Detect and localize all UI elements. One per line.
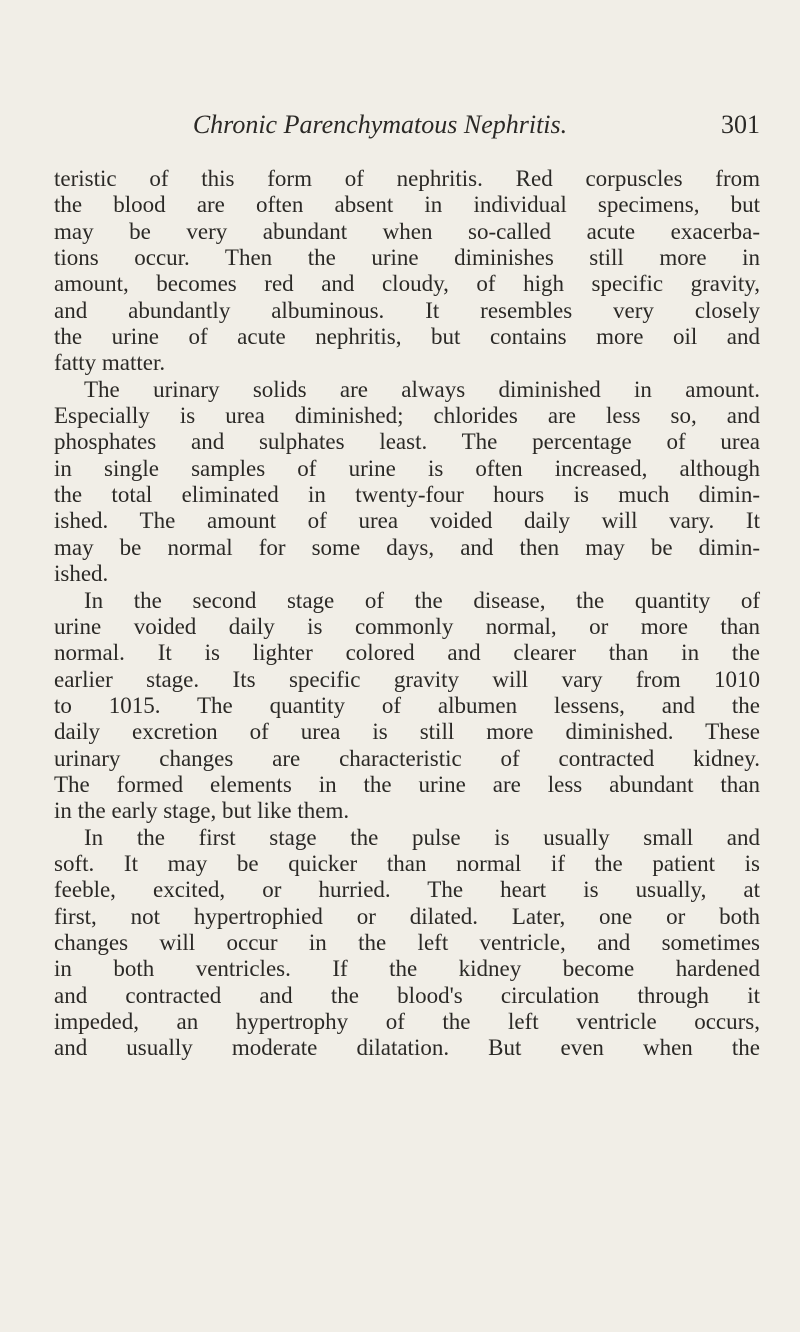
text-line: may be very abundant when so-called acute exacerba- bbox=[54, 218, 760, 244]
running-head bbox=[150, 107, 760, 147]
text-line: may be normal for some days, and then may be dimin- bbox=[54, 534, 760, 560]
text-line: The formed elements in the urine are less abundant than bbox=[54, 771, 760, 797]
text-line: the total eliminated in twenty-four hours is much dimin- bbox=[54, 482, 760, 508]
text-line: in single samples of urine is often increased, although bbox=[54, 455, 760, 481]
text-line: to 1015. The quantity of albumen lessens, and the bbox=[54, 692, 760, 718]
body-text bbox=[54, 166, 760, 1062]
text-line: soft. It may be quicker than normal if the patient is bbox=[54, 850, 760, 876]
text-line: teristic of this form of nephritis. Red corpuscles from bbox=[54, 166, 760, 191]
text-line: the urine of acute nephritis, but contains more oil and bbox=[54, 324, 760, 350]
text-line: the blood are often absent in individual specimens, but bbox=[54, 192, 760, 218]
text-line: in the early stage, but like them. bbox=[54, 798, 350, 824]
text-line: In the first stage the pulse is usually small and bbox=[84, 824, 760, 850]
text-line: In the second stage of the disease, the quantity of bbox=[84, 587, 760, 613]
text-line: Especially is urea diminished; chlorides are less so, and bbox=[54, 403, 760, 429]
text-line: fatty matter. bbox=[54, 350, 166, 376]
running-title: Chronic Parenchymatous Nephritis. bbox=[192, 110, 568, 139]
text-line: impeded, an hypertrophy of the left ventricle occurs, bbox=[54, 1009, 760, 1034]
text-line: The urinary solids are always diminished in amount. bbox=[84, 376, 760, 402]
text-line: and abundantly albuminous. It resembles very closely bbox=[54, 297, 760, 323]
text-line: feeble, excited, or hurried. The heart is usually, at bbox=[54, 877, 760, 903]
text-line: daily excretion of urea is still more diminished. These bbox=[54, 719, 760, 745]
text-line: urinary changes are characteristic of contracted kidney. bbox=[54, 745, 760, 771]
text-line: urine voided daily is commonly normal, or more than bbox=[54, 613, 760, 639]
text-line: ished. The amount of urea voided daily will vary. It bbox=[54, 508, 760, 534]
text-line: earlier stage. Its specific gravity will vary from 1010 bbox=[54, 666, 760, 692]
text-line: changes will occur in the left ventricle, and sometimes bbox=[54, 929, 760, 955]
text-line: and usually moderate dilatation. But even when the bbox=[54, 1035, 760, 1061]
text-line: first, not hypertrophied or dilated. Later, one or both bbox=[54, 903, 760, 929]
text-line: amount, becomes red and cloudy, of high specific gravity, bbox=[54, 271, 760, 297]
text-line: normal. It is lighter colored and clearer than in the bbox=[54, 640, 760, 666]
text-line: in both ventricles. If the kidney become hardened bbox=[54, 956, 760, 982]
text-line: tions occur. Then the urine diminishes still more in bbox=[54, 245, 760, 271]
text-line: and contracted and the blood's circulation through it bbox=[54, 982, 760, 1008]
text-line: phosphates and sulphates least. The percentage of urea bbox=[54, 429, 760, 455]
page-number: 301 bbox=[721, 110, 760, 139]
text-line: ished. bbox=[54, 561, 109, 587]
